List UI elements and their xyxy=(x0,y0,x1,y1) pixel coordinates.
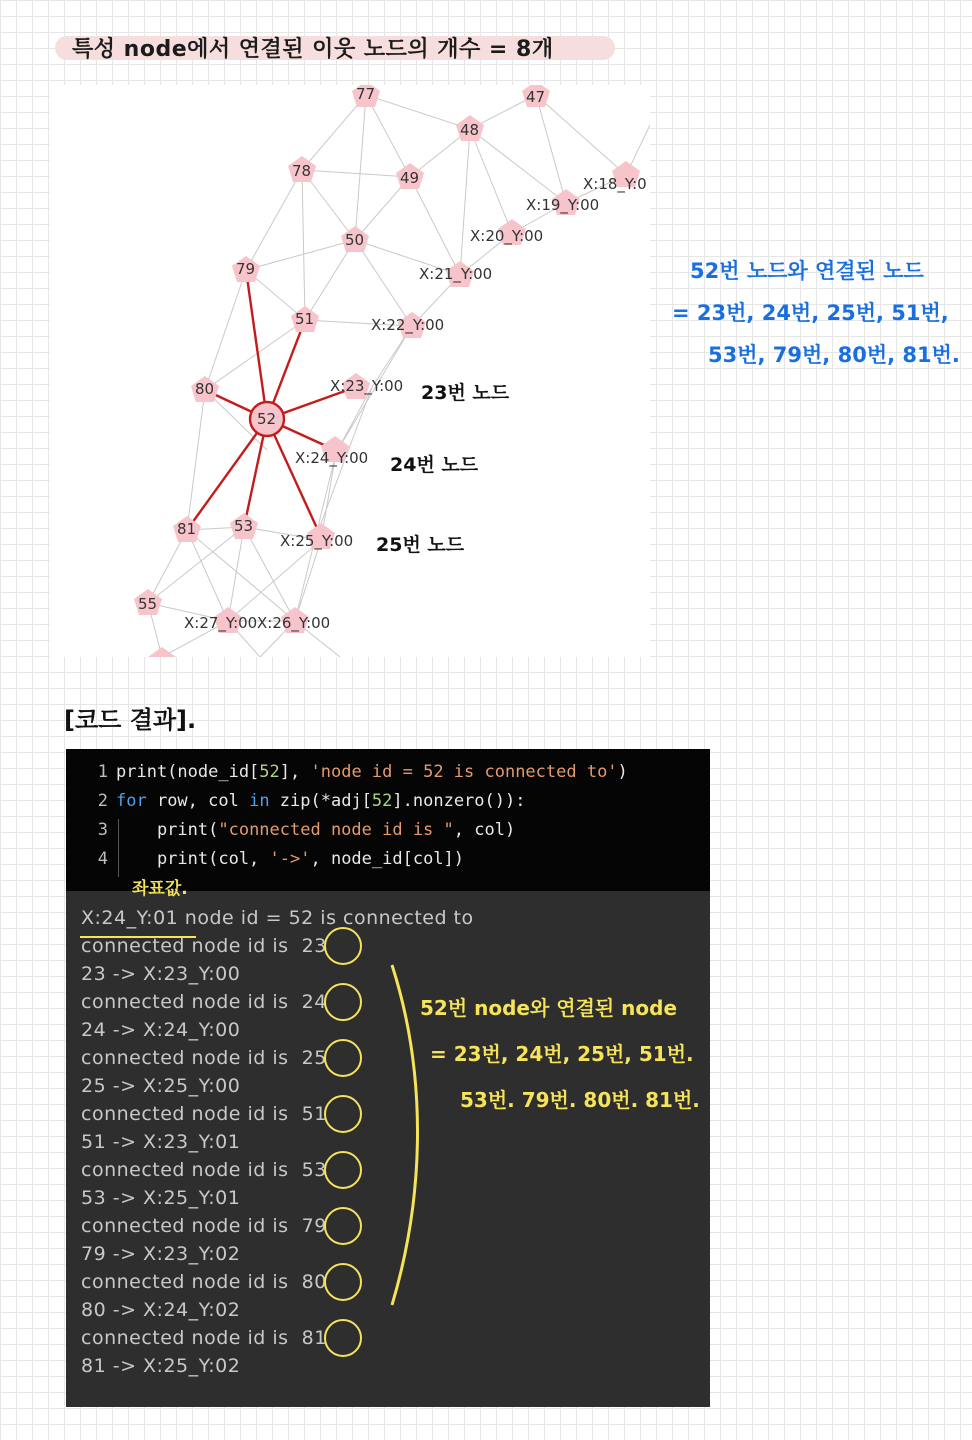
coord-label: X:18_Y:0 xyxy=(583,175,647,193)
code-line-2: 2 for row, col in zip(*adj[52].nonzero()): xyxy=(97,791,526,811)
highlight-circle xyxy=(324,927,362,965)
node-label: 79 xyxy=(236,260,256,278)
coord-label: X:26_Y:00 xyxy=(257,614,331,632)
output-line: connected node id is 80 xyxy=(81,1271,327,1293)
output-line: connected node id is 79 xyxy=(81,1215,327,1237)
blue-note xyxy=(672,250,960,376)
node-label: 49 xyxy=(400,169,420,187)
highlight-circle xyxy=(324,1207,362,1245)
output-line: 23 -> X:23_Y:00 xyxy=(81,963,241,985)
coord-label: X:21_Y:00 xyxy=(419,265,493,283)
graph-panel xyxy=(50,85,650,657)
graph-nodes xyxy=(134,85,640,657)
blue-note-line3: 53번, 79번, 80번, 81번. xyxy=(708,343,960,367)
output-line: connected node id is 23 xyxy=(81,935,327,957)
output-line: X:24_Y:01 node id = 52 is connected to xyxy=(81,907,474,929)
coord-label: X:20_Y:00 xyxy=(470,227,544,245)
node-label: 80 xyxy=(195,380,215,398)
output-line: 81 -> X:25_Y:02 xyxy=(81,1355,241,1377)
coord-label: X:22_Y:00 xyxy=(371,316,445,334)
highlight-circle xyxy=(324,1039,362,1077)
node-label: 77 xyxy=(356,85,376,103)
code-line-1: 1 print(node_id[52], 'node id = 52 is connected to') xyxy=(97,762,628,782)
annotation-node23: 23번 노드 xyxy=(421,382,510,404)
page-title: 특성 node에서 연결된 이웃 노드의 개수 = 8개 xyxy=(72,37,554,62)
output-line: 51 -> X:23_Y:01 xyxy=(81,1131,241,1153)
node-label: 55 xyxy=(138,595,158,613)
annotation-node25: 25번 노드 xyxy=(376,534,465,556)
blue-note-line2: = 23번, 24번, 25번, 51번, xyxy=(672,301,949,325)
node-label: 50 xyxy=(345,231,365,249)
code-panel xyxy=(66,749,710,891)
node-label: 78 xyxy=(292,162,312,180)
yellow-note-line1: 52번 node와 연결된 node xyxy=(420,996,678,1020)
coord-label: X:27_Y:00 xyxy=(184,614,258,632)
output-line: connected node id is 25 xyxy=(81,1047,327,1069)
highlight-circle xyxy=(324,1319,362,1357)
coord-label: X:19_Y:00 xyxy=(526,196,600,214)
node-label: 53 xyxy=(234,517,254,535)
highlight-circle xyxy=(324,1095,362,1133)
highlight-circle xyxy=(324,1151,362,1189)
node-label: 48 xyxy=(460,121,480,139)
output-line: 25 -> X:25_Y:00 xyxy=(81,1075,241,1097)
node-label: 52 xyxy=(257,410,277,428)
code-line-3: 3 print("connected node id is ", col) xyxy=(97,820,516,840)
annotation-node24: 24번 노드 xyxy=(390,454,479,476)
highlight-circle xyxy=(324,1263,362,1301)
yellow-note-line3: 53번. 79번. 80번. 81번. xyxy=(460,1088,700,1112)
output-line: 53 -> X:25_Y:01 xyxy=(81,1187,241,1209)
output-panel xyxy=(66,891,710,1407)
node-label: 47 xyxy=(526,88,546,106)
output-line: 24 -> X:24_Y:00 xyxy=(81,1019,241,1041)
code-line-4: 4 print(col, '->', node_id[col]) xyxy=(97,849,465,869)
yellow-note xyxy=(420,985,700,1123)
node-label: 81 xyxy=(177,520,197,538)
yellow-note-line2: = 23번, 24번, 25번, 51번. xyxy=(430,1042,694,1066)
coord-underline xyxy=(80,936,196,938)
output-line: connected node id is 53 xyxy=(81,1159,327,1181)
highlight-circle xyxy=(324,983,362,1021)
coord-label: X:25_Y:00 xyxy=(280,532,354,550)
output-line: 79 -> X:23_Y:02 xyxy=(81,1243,241,1265)
output-line: connected node id is 51 xyxy=(81,1103,327,1125)
coord-label: X:23_Y:00 xyxy=(330,377,404,395)
node-label: 51 xyxy=(295,310,315,328)
coord-note: 좌표값. xyxy=(132,879,188,899)
output-line: 80 -> X:24_Y:02 xyxy=(81,1299,241,1321)
coord-labels xyxy=(184,175,647,633)
result-title: [코드 결과]. xyxy=(64,706,197,734)
graph-svg xyxy=(50,85,650,657)
blue-note-line1: 52번 노드와 연결된 노드 xyxy=(690,259,924,283)
coord-label: X:24_Y:00 xyxy=(295,449,369,467)
output-line: connected node id is 24 xyxy=(81,991,327,1013)
output-line: connected node id is 81 xyxy=(81,1327,327,1349)
